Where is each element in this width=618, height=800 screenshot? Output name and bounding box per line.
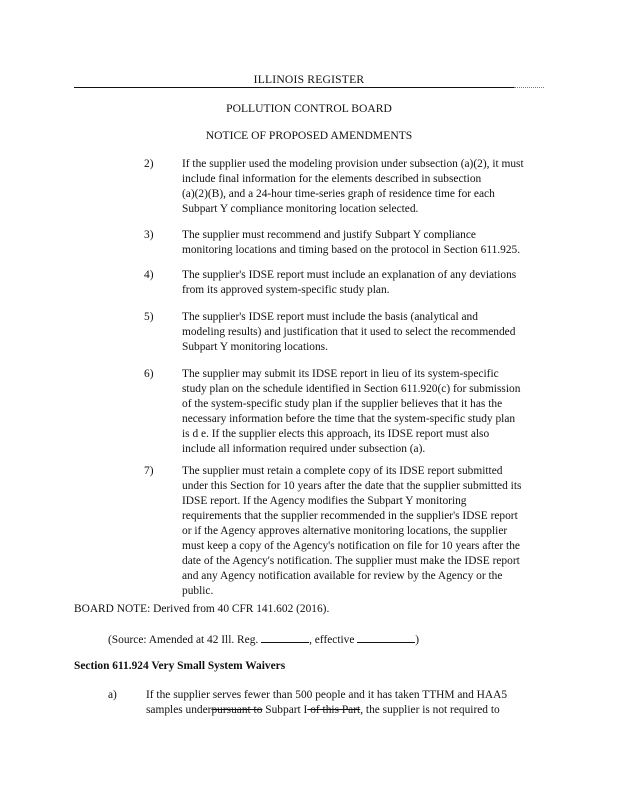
text-run: samples under <box>146 704 212 716</box>
header-rule <box>74 87 514 88</box>
text-line: or if the Agency approves alternative monitoring locations, the supplier <box>182 525 508 537</box>
item-number: 7) <box>144 465 154 477</box>
item-text <box>182 268 554 298</box>
text-line: If the supplier used the modeling provision under subsection (a)(2), it must <box>182 158 524 170</box>
source-line <box>108 631 528 648</box>
text-line: The supplier must retain a complete copy of its IDSE report submitted <box>182 465 503 477</box>
text-line: (a)(2)(B), and a 24-hour time-series graph of residence time for each <box>182 188 495 200</box>
item-text <box>182 464 554 599</box>
text-line: modeling results) and justification that it used to select the recommended <box>182 326 516 338</box>
text-line: monitoring locations and timing based on the protocol in Section 611.925. <box>182 244 521 256</box>
subsection-text <box>146 688 538 718</box>
text-line: Subpart Y monitoring locations. <box>182 341 328 353</box>
item-number: 5) <box>144 311 154 323</box>
register-header <box>74 72 544 92</box>
item-number: 2) <box>144 158 154 170</box>
subsection-number: a) <box>108 689 117 701</box>
text-line: IDSE report. If the Agency modifies the Subpart Y monitoring <box>182 495 467 507</box>
text-line: must keep a copy of the Agency's notification on file for 10 years after the <box>182 540 520 552</box>
text-line: If the supplier serves fewer than 500 people and it has taken TTHM and HAA5 <box>146 689 508 701</box>
source-prefix: (Source: Amended at 42 Ill. Reg. <box>108 634 262 646</box>
text-line: The supplier may submit its IDSE report in lieu of its system-specific <box>182 368 499 380</box>
board-note: BOARD NOTE: Derived from 40 CFR 141.602 (2016). <box>74 603 330 615</box>
text-line <box>146 703 538 718</box>
text-line: of the system-specific study plan if the supplier believes that it has the <box>182 398 503 410</box>
struck-text: pursuant to <box>211 704 263 716</box>
text-line: The supplier's IDSE report must include an explanation of any deviations <box>182 269 517 281</box>
item-number: 4) <box>144 269 154 281</box>
text-line: date of the Agency's notification. The supplier must make the IDSE report <box>182 555 520 567</box>
text-line: The supplier must recommend and justify Subpart Y compliance <box>182 229 476 241</box>
text-line: from its approved system-specific study plan. <box>182 284 390 296</box>
text-line: necessary information before the time that the system-specific study plan <box>182 413 516 425</box>
item-text <box>182 228 554 258</box>
effective-blank <box>357 631 415 643</box>
text-line: public. <box>182 585 214 597</box>
text-line: study plan on the schedule identified in Section 611.920(c) for submission <box>182 383 521 395</box>
item-number: 3) <box>144 229 154 241</box>
text-line: requirements that the supplier recommended in the supplier's IDSE report <box>182 510 518 522</box>
item-text <box>182 367 554 457</box>
text-line: The supplier's IDSE report must include the basis (analytical and <box>182 311 478 323</box>
reg-blank <box>261 631 309 643</box>
header-rule-tail <box>514 87 544 88</box>
text-line: Subpart Y compliance monitoring location selected. <box>182 203 419 215</box>
register-title: ILLINOIS REGISTER <box>253 73 365 86</box>
board-name: POLLUTION CONTROL BOARD <box>226 102 392 115</box>
text-run: , the supplier is not required to <box>360 704 500 716</box>
source-middle: , effective <box>309 634 358 646</box>
item-text <box>182 310 554 355</box>
text-line: include final information for the elements described in subsection <box>182 173 482 185</box>
notice-title: NOTICE OF PROPOSED AMENDMENTS <box>205 129 413 142</box>
struck-text: of this Part <box>307 704 361 716</box>
text-line: is d e. If the supplier elects this approach, its IDSE report must also <box>182 428 490 440</box>
source-suffix: ) <box>415 634 420 646</box>
item-number: 6) <box>144 368 154 380</box>
text-line: and any Agency notification available for review by the Agency or the <box>182 570 503 582</box>
item-text <box>182 157 554 217</box>
text-run: Subpart I <box>262 704 308 716</box>
text-line: include all information required under subsection (a). <box>182 443 426 455</box>
section-heading: Section 611.924 Very Small System Waivers <box>74 660 286 672</box>
text-line: under this Section for 10 years after the date that the supplier submitted its <box>182 480 522 492</box>
